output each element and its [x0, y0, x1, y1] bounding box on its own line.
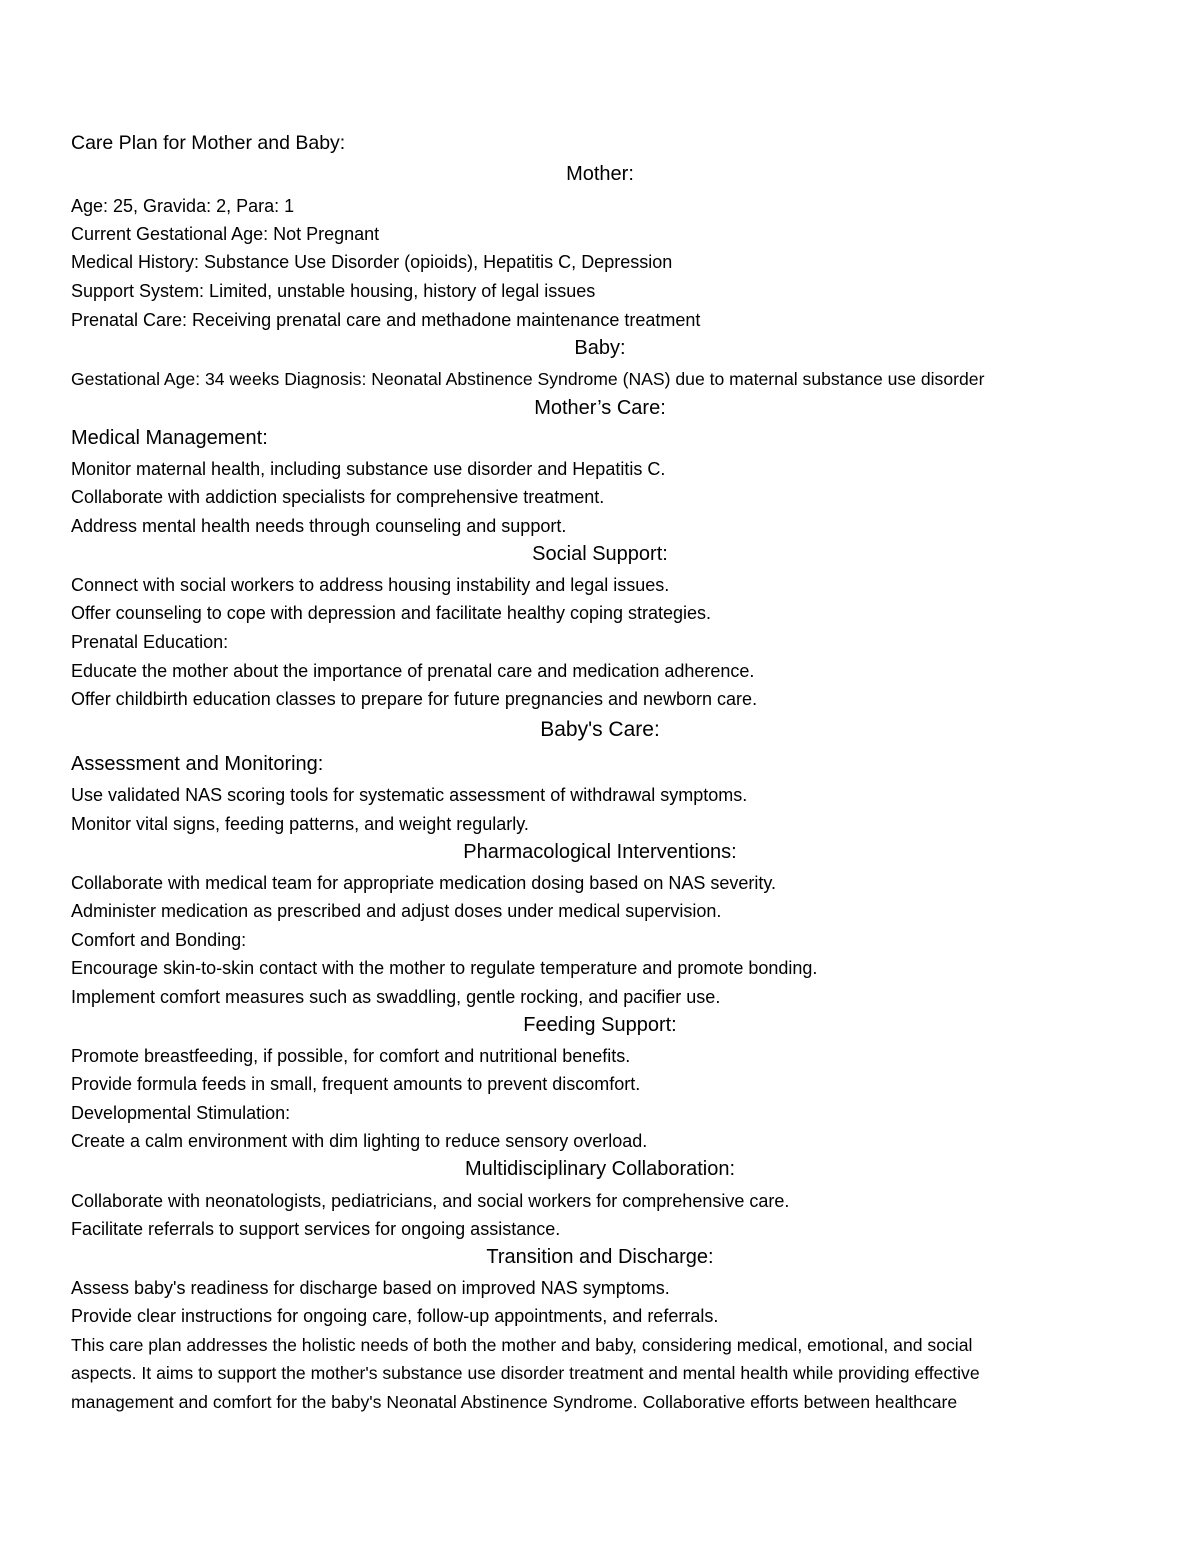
social-support-item: Connect with social workers to address housing instability and legal issues. [71, 575, 670, 595]
pharmacological-item: Collaborate with medical team for appropriate medication dosing based on NAS severity. [71, 873, 777, 893]
transition-discharge-item: Assess baby's readiness for discharge based on improved NAS symptoms. [71, 1278, 670, 1298]
feeding-support-item: Provide formula feeds in small, frequent amounts to prevent discomfort. [71, 1074, 641, 1094]
multidisciplinary-item: Facilitate referrals to support services for ongoing assistance. [71, 1219, 561, 1239]
medical-management-item: Collaborate with addiction specialists for comprehensive treatment. [71, 487, 605, 507]
comfort-bonding-item: Implement comfort measures such as swaddling, gentle rocking, and pacifier use. [71, 987, 721, 1007]
baby-info-line: Gestational Age: 34 weeks Diagnosis: Neonatal Abstinence Syndrome (NAS) due to maternal substance use disorder [71, 369, 985, 389]
transition-discharge-heading: Transition and Discharge: [486, 1246, 714, 1268]
mother-info-line: Age: 25, Gravida: 2, Para: 1 [71, 196, 295, 216]
mother-info-line: Support System: Limited, unstable housing, history of legal issues [71, 281, 596, 301]
summary-line: This care plan addresses the holistic needs of both the mother and baby, considering medical, emotional, and social [71, 1335, 973, 1355]
multidisciplinary-heading: Multidisciplinary Collaboration: [464, 1158, 736, 1180]
assessment-monitoring-item: Monitor vital signs, feeding patterns, and weight regularly. [71, 814, 529, 834]
prenatal-education-item: Offer childbirth education classes to prepare for future pregnancies and newborn care. [71, 689, 758, 709]
comfort-bonding-heading: Comfort and Bonding: [71, 930, 247, 950]
medical-management-item: Monitor maternal health, including substance use disorder and Hepatitis C. [71, 459, 666, 479]
mother-info-line: Current Gestational Age: Not Pregnant [71, 224, 380, 244]
medical-management-heading: Medical Management: [71, 427, 268, 449]
summary-line: aspects. It aims to support the mother's substance use disorder treatment and mental health while providing effective [71, 1363, 980, 1383]
feeding-support-item: Promote breastfeeding, if possible, for comfort and nutritional benefits. [71, 1046, 631, 1066]
document-title: Care Plan for Mother and Baby: [71, 132, 346, 154]
multidisciplinary-item: Collaborate with neonatologists, pediatricians, and social workers for comprehensive care. [71, 1191, 790, 1211]
medical-management-item: Address mental health needs through counseling and support. [71, 516, 567, 536]
transition-discharge-item: Provide clear instructions for ongoing care, follow-up appointments, and referrals. [71, 1306, 719, 1326]
prenatal-education-heading: Prenatal Education: [71, 632, 229, 652]
assessment-monitoring-heading: Assessment and Monitoring: [71, 753, 324, 775]
summary-line: management and comfort for the baby's Neonatal Abstinence Syndrome. Collaborative efforts between healthcare [71, 1392, 958, 1412]
pharmacological-item: Administer medication as prescribed and adjust doses under medical supervision. [71, 901, 722, 921]
social-support-item: Offer counseling to cope with depression and facilitate healthy coping strategies. [71, 603, 712, 623]
prenatal-education-item: Educate the mother about the importance of prenatal care and medication adherence. [71, 661, 755, 681]
developmental-heading: Developmental Stimulation: [71, 1103, 291, 1123]
assessment-monitoring-item: Use validated NAS scoring tools for systematic assessment of withdrawal symptoms. [71, 785, 748, 805]
babys-care-heading: Baby's Care: [540, 718, 660, 741]
feeding-support-heading: Feeding Support: [523, 1014, 677, 1036]
mother-info-line: Prenatal Care: Receiving prenatal care and methadone maintenance treatment [71, 310, 701, 330]
mother-info-line: Medical History: Substance Use Disorder (opioids), Hepatitis C, Depression [71, 252, 673, 272]
mother-heading: Mother: [566, 163, 634, 185]
baby-heading: Baby: [574, 337, 626, 359]
developmental-item: Create a calm environment with dim lighting to reduce sensory overload. [71, 1131, 648, 1151]
pharmacological-heading: Pharmacological Interventions: [463, 841, 737, 863]
comfort-bonding-item: Encourage skin-to-skin contact with the mother to regulate temperature and promote bonding. [71, 958, 818, 978]
social-support-heading: Social Support: [532, 543, 668, 565]
mothers-care-heading: Mother’s Care: [534, 397, 666, 419]
